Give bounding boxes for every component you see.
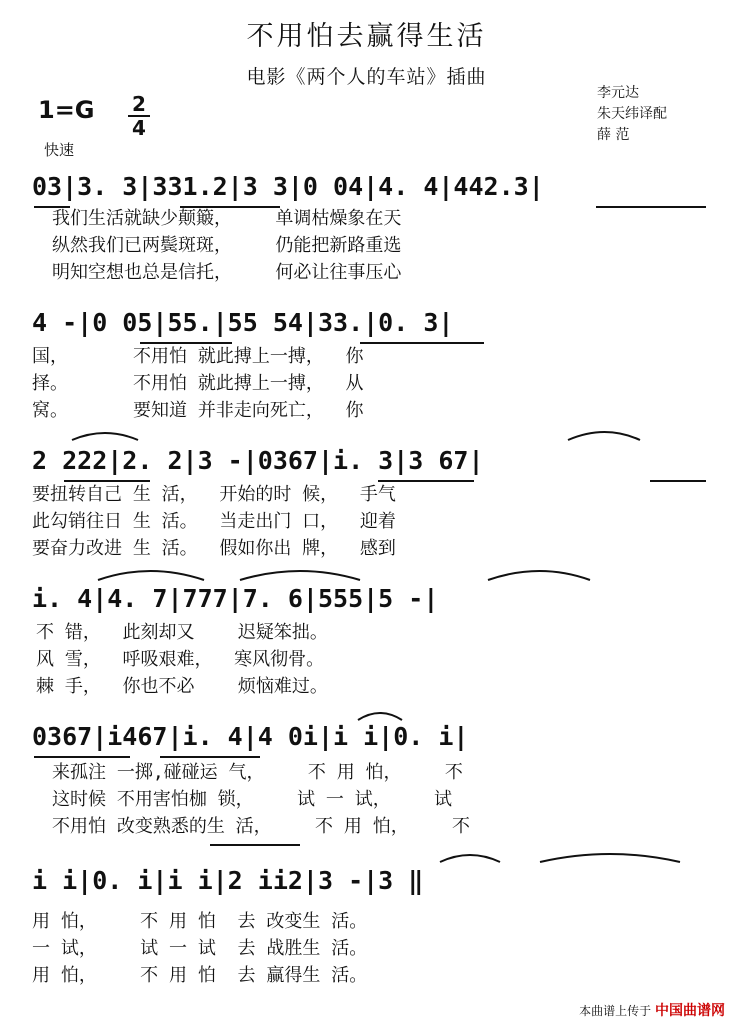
lyric-line: 要扭转自己 生 活， 开始的时 候， 手气 — [32, 484, 396, 505]
credit-line: 薛 范 — [597, 127, 630, 143]
lyric-line: 此勾销往日 生 活。 当走出门 口， 迎着 — [32, 511, 396, 532]
notation-line: 2 222|2. 2|3 -|0367|i. 3|3 67| — [32, 446, 484, 475]
lyric-line: 风 雪， 呼吸艰难， 寒风彻骨。 — [36, 649, 325, 670]
credits — [597, 83, 667, 146]
lyric-line: 窝。 要知道 并非走向死亡， 你 — [32, 400, 364, 421]
time-signature-top: 2 — [132, 92, 146, 116]
lyric-line: 要奋力改进 生 活。 假如你出 牌， 感到 — [32, 538, 396, 559]
time-signature-bottom: 4 — [132, 116, 146, 140]
slur-mark — [568, 432, 640, 440]
key-signature: 1=G — [38, 96, 95, 124]
notation-line: i. 4|4. 7|777|7. 6|555|5 -| — [32, 584, 439, 613]
notation-line: 03|3. 3|331.2|3 3|0 04|4. 4|442.3| — [32, 172, 544, 201]
notation-line: 0367|i467|i. 4|4 0i|i i|0. i| — [32, 722, 469, 751]
credit-line: 朱天纬译配 — [597, 106, 667, 122]
lyric-line: 明知空想也总是信托， 何必让往事压心 — [52, 262, 402, 283]
song-title: 不用怕去赢得生活 — [246, 21, 487, 52]
slur-mark — [72, 433, 138, 440]
lyric-line: 用 怕， 不 用 怕 去 改变生 活。 — [32, 911, 368, 932]
lyric-line: 用 怕， 不 用 怕 去 赢得生 活。 — [32, 965, 368, 986]
lyric-line: 纵然我们已两鬓斑斑， 仍能把新路重选 — [52, 235, 402, 256]
time-signature — [128, 94, 150, 138]
lyric-line: 不用怕 改变熟悉的生 活， 不 用 怕， 不 — [52, 816, 471, 837]
footer-brand: 中国曲谱网 — [655, 1003, 725, 1019]
lyric-line: 棘 手， 你也不必 烦恼难过。 — [36, 676, 328, 697]
lyric-line: 我们生活就缺少颠簸， 单调枯燥象在天 — [52, 208, 402, 229]
song-subtitle: 电影《两个人的车站》插曲 — [246, 66, 487, 88]
lyric-line: 国， 不用怕 就此搏上一搏， 你 — [32, 346, 364, 367]
lyric-line: 来孤注 一掷,碰碰运 气， 不 用 怕， 不 — [52, 762, 463, 783]
lyric-line: 这时候 不用害怕枷 锁， 试 一 试， 试 — [52, 789, 453, 810]
credit-line: 李元达 — [597, 85, 639, 101]
lyric-line: 不 错， 此刻却又 迟疑笨拙。 — [36, 622, 328, 643]
notation-line: i i|0. i|i i|2 ii2|3 -|3 ‖ — [32, 866, 424, 895]
tempo-marking: 快速 — [44, 141, 75, 159]
lyric-line: 一 试， 试 一 试 去 战胜生 活。 — [32, 938, 368, 959]
lyric-line: 择。 不用怕 就此搏上一搏， 从 — [32, 373, 364, 394]
notation-line: 4 -|0 05|55.|55 54|33.|0. 3| — [32, 308, 454, 337]
footer-watermark — [579, 1000, 725, 1020]
footer-prefix: 本曲谱上传于 — [579, 1004, 652, 1018]
